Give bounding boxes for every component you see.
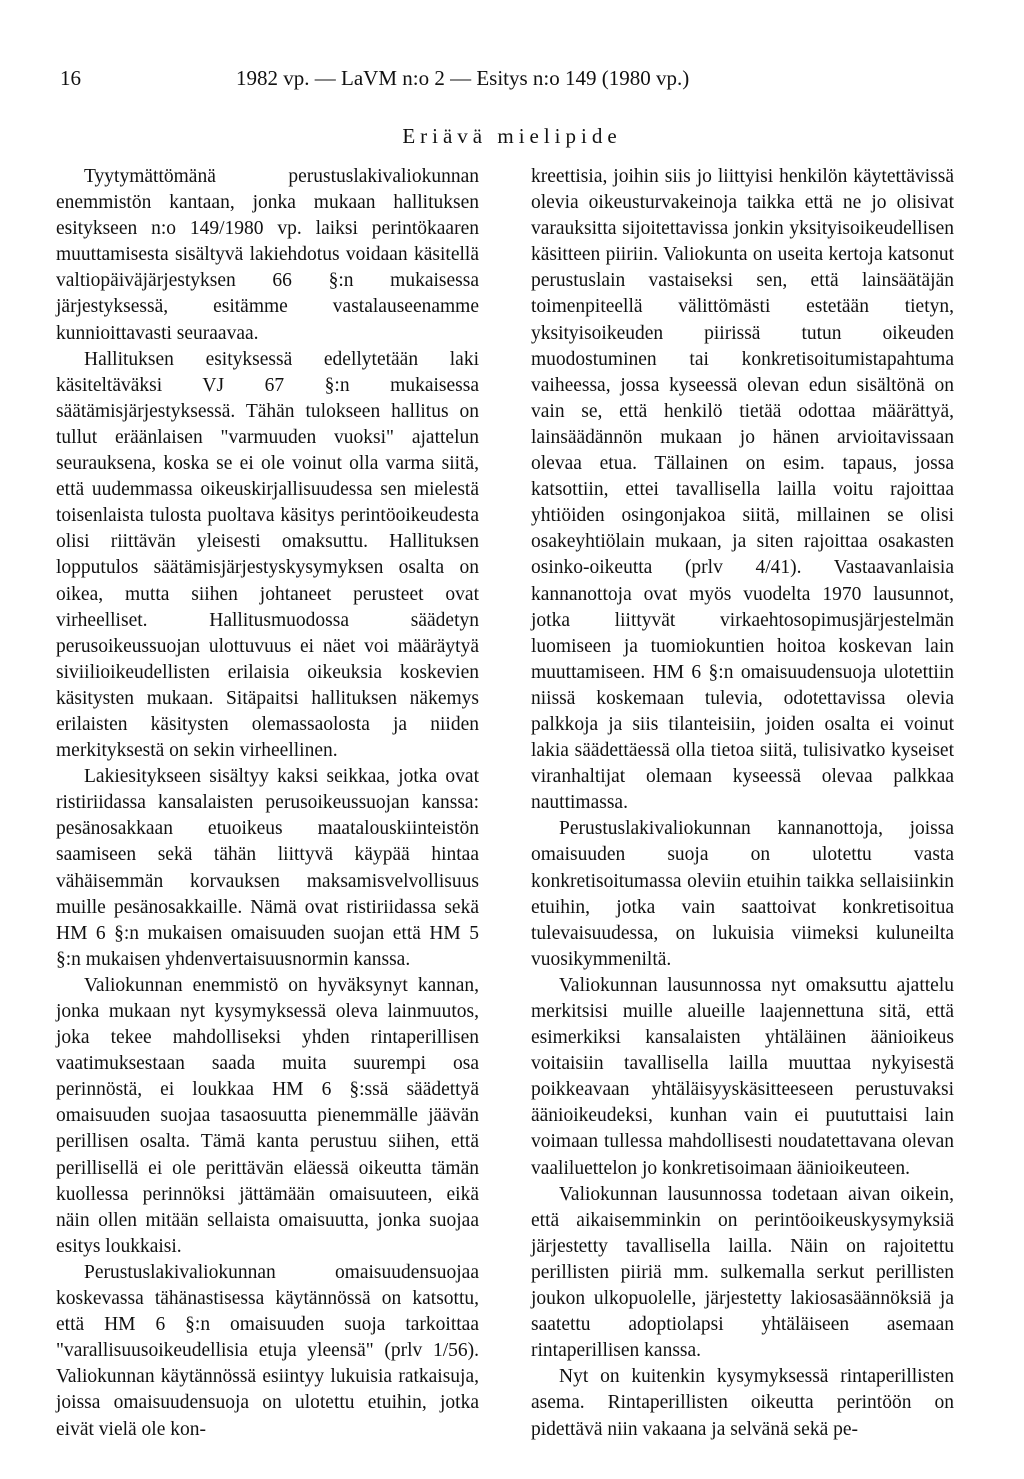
paragraph: Valiokunnan lausunnossa todetaan aivan oikein, että aikaisemminkin on perintöoikeuskysymyksiä järjestetty tavallisella lailla. Näin on rajoitettu perillisten piiriä mm. sulkemalla serkut perillisten joukon ulkopuolelle, järjestetty lakiosasäännöksiä ja saatettu adoptiolapsi yhtäläiseen asemaan rintaperillisen kanssa. bbox=[531, 1183, 954, 1362]
section-title: Eriävä mielipide bbox=[402, 124, 622, 148]
left-column bbox=[56, 164, 479, 1443]
right-column bbox=[531, 164, 954, 1443]
paragraph: Lakiesitykseen sisältyy kaksi seikkaa, jotka ovat ristiriidassa kansalaisten perusoikeussuojan kanssa: pesänosakkaan etuoikeus maatalouskiinteistön saamiseen sekä tähän liittyvä käypää hintaa vähäisemmän korvauksen maksamisvelvollisuus muille pesänosakkaille. Nämä ovat ristiriidassa sekä HM 6 §:n mukaisen omaisuuden suojan että HM 5 §:n mukaisen yhdenvertaisuusnormin kanssa. bbox=[56, 766, 479, 970]
paragraph: Tyytymättömänä perustuslakivaliokunnan enemmistön kantaan, jonka mukaan hallituksen esitykseen n:o 149/1980 vp. laiksi perintökaaren muuttamisesta sisältyvä lakiehdotus voidaan käsitellä valtiopäiväjärjestyksen 66 §:n mukaisessa järjestyksessä, esitämme vastalauseenamme kunnioittavasti seuraavaa. bbox=[56, 166, 479, 344]
paragraph: Nyt on kuitenkin kysymyksessä rintaperillisten asema. Rintaperillisten oikeutta perintöön on pidettävä niin vakaana ja selvänä sekä pe- bbox=[531, 1366, 954, 1440]
paragraph: Hallituksen esityksessä edellytetään laki käsiteltäväksi VJ 67 §:n mukaisessa säätämisjärjestyksessä. Tähän tulokseen hallitus on tullut eräänlaisen "varmuuden vuoksi" ajattelun seurauksena, koska se ei ole voinut olla varma siitä, että uudemmassa oikeuskirjallisuudessa sen mielestä toisenlaista tulosta puoltava käsitys perintöoikeudesta olisi riittävän yleisesti omaksuttu. Hallituksen lopputulos säätämisjärjestyskysymyksen osalta on oikea, mutta siihen johtaneet perusteet ovat virheelliset. Hallitusmuodossa säädetyn perusoikeussuojan ulottuvuus ei näet voi määräytyä siviilioikeudellisten erilaisia oikeuksia koskevien käsitysten mukaan. Sitäpaitsi hallituksen näkemys erilaisten käsitysten olemassaolosta ja niiden merkityksestä on sekin virheellinen. bbox=[56, 348, 479, 762]
paragraph: Valiokunnan lausunnossa nyt omaksuttu ajattelu merkitsisi muille alueille laajennettuna sitä, että esimerkiksi kansalaisten yhtäläinen äänioikeus voitaisiin tavallisella lailla muuttaa nykyisestä poikkeavaan yhtäläisyyskäsitteeseen perustuvaksi äänioikeudeksi, kunhan vain ei puututtaisi lain voimaan tullessa mahdollisesti noudatettavana olevan vaaliluettelon jo konkretisoimaan äänioikeuteen. bbox=[531, 974, 954, 1179]
paragraph: Valiokunnan enemmistö on hyväksynyt kannan, jonka mukaan nyt kysymyksessä oleva lainmuutos, joka tekee mahdolliseksi yhden rintaperillisen vaatimuksestaan saada muita suurempi osa perinnöstä, ei loukkaa HM 6 §:ssä säädettyä omaisuuden suojaa tasaosuutta pienemmälle jäävän perillisen osalta. Tämä kanta perustuu siihen, että perillisellä ei ole perittävän eläessä oikeutta tämän kuollessa perinnöksi jättämään omaisuuteen, eikä näin ollen mitään sellaista omaisuutta, jonka suojaa esitys loukkaisi. bbox=[56, 974, 479, 1257]
page-number: 16 bbox=[60, 66, 81, 90]
running-header: 1982 vp. — LaVM n:o 2 — Esitys n:o 149 (1980 vp.) bbox=[236, 66, 690, 90]
paragraph: Perustuslakivaliokunnan omaisuudensuojaa koskevassa tähänastisessa käytännössä on katsottu, että HM 6 §:n omaisuuden suoja tarkoittaa "varallisuusoikeudellisia etuja yleensä" (prlv 1/56). Valiokunnan käytännössä esiintyy lukuisia ratkaisuja, joissa omaisuudensuoja on ulotettu etuihin, jotka eivät vielä ole kon- bbox=[56, 1261, 479, 1440]
paragraph: Perustuslakivaliokunnan kannanottoja, joissa omaisuuden suoja on ulotettu vasta konkretisoitumassa oleviin etuihin taikka sellaisiinkin etuihin, jotka vain saattoivat konkretisoitua tulevaisuudessa, on lukuisia viimeksi kuluneilta vuosikymmeniltä. bbox=[531, 818, 954, 970]
paragraph: kreettisia, joihin siis jo liittyisi henkilön käytettävissä olevia oikeusturvakeinoja taikka että ne jo olisivat varauksitta sijoitettavissa jonkin yksityisoikeudellisen käsitteen piiriin. Valiokunta on useita kertoja katsonut perustuslain vastaiseksi sen, että lainsäätäjän toimenpiteellä välittömästi estetään tietyn, yksityisoikeuden piirissä tutun oikeuden muodostuminen tai konkretisoitumistapahtuma vaiheessa, jossa kyseessä olevan edun sisältönä on vain se, että henkilö tietää odottaa määrättyä, lainsäädännön mukaan jo hänen arvioitavissaan olevaa etua. Tällainen on esim. tapaus, jossa katsottiin, ettei tavallisella lailla voitu rajoittaa yhtiöiden osingonjakoa siitä, millainen se olisi osakeyhtiölain mukaan, ja siten rajoittaa osakasten osinko-oikeutta (prlv 4/41). Vastaavanlaisia kannanottoja ovat myös vuodelta 1970 lausunnot, jotka liittyvät virkaehtosopimusjärjestelmän luomiseen ja tuomiokuntien hoitoa koskevan lain muuttamiseen. HM 6 §:n omaisuudensuoja ulotettiin niissä koskemaan tulevia, odotettavissa olevia palkkoja ja siis tilanteisiin, joiden osalta ei voinut lakia säädettäessä olla tietoa siitä, tulisivatko kyseiset viranhaltijat olemaan kyseessä olevaa palkkaa nauttimassa. bbox=[531, 166, 954, 814]
